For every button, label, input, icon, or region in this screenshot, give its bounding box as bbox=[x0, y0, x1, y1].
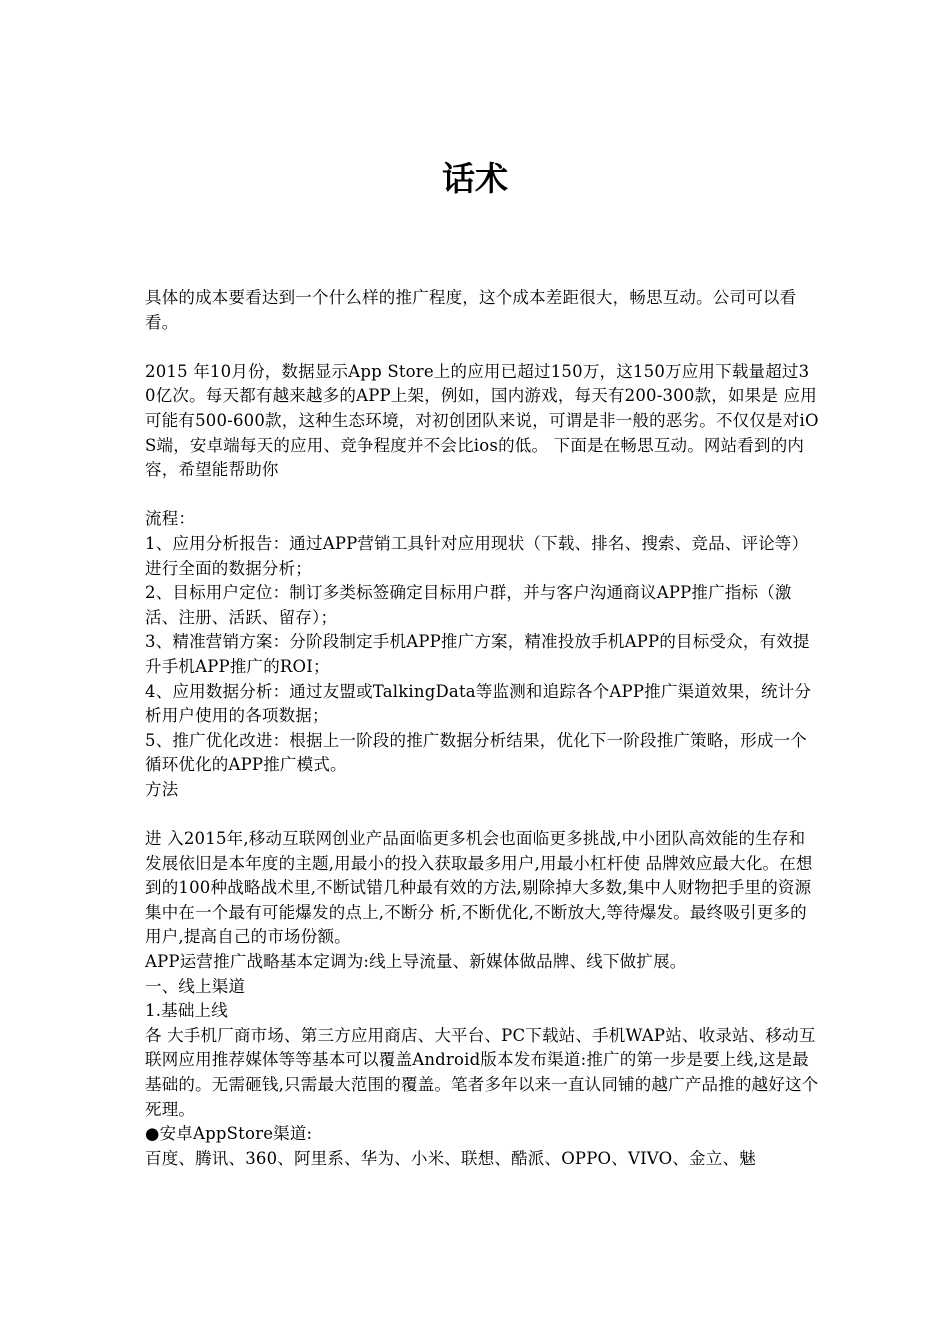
strategy-paragraph: 进 入2015年,移动互联网创业产品面临更多机会也面临更多挑战,中小团队高效能的生存和发展依旧是本年度的主题,用最小的投入获取最多用户,用最小杠杆使 品牌效应最大化。在想到的100种战略战术里,不断试错几种最有效的方法,剔除掉大多数,集中人财物把手里的资源集中在一个最有可能爆发的点上,不断分 析,不断优化,不断放大,等待爆发。最终吸引更多的用户,提高自己的市场份额。 bbox=[145, 829, 813, 947]
android-store-list: 百度、腾讯、360、阿里系、华为、小米、联想、酷派、OPPO、VIVO、金立、魅 bbox=[145, 1148, 756, 1168]
market-paragraph: 2015 年10月份，数据显示App Store上的应用已超过150万，这150万应用下载量超过30亿次。每天都有越来越多的APP上架，例如，国内游戏，每天有200-300款，如果是 应用可能有500-600款，这种生态环境，对初创团队来说，可谓是非一般的恶劣。不仅仅是对iOS端，安卓端每天的应用、竞争程度并不会比ios的低。 下面是在畅思互动。网站看到的内容，希望能帮助你 bbox=[145, 361, 819, 480]
blank-line bbox=[145, 802, 820, 827]
process-step-1: 1、应用分析报告：通过APP营销工具针对应用现状（下载、排名、搜索、竞品、评论等）进行全面的数据分析； bbox=[145, 533, 809, 578]
subsection-heading-basic: 1.基础上线 bbox=[145, 1001, 228, 1021]
process-step-4: 4、应用数据分析：通过友盟或TalkingData等监测和追踪各个APP推广渠道效果，统计分析用户使用的各项数据； bbox=[145, 681, 812, 726]
channels-paragraph: 各 大手机厂商市场、第三方应用商店、大平台、PC下载站、手机WAP站、收录站、移动互联网应用推荐媒体等等基本可以覆盖Android版本发布渠道:推广的第一步是要上线,这是最基础的。无需砸钱,只需最大范围的覆盖。笔者多年以来一直认同铺的越广产品推的越好这个死理。 bbox=[145, 1025, 819, 1119]
process-step-3: 3、精准营销方案：分阶段制定手机APP推广方案，精准投放手机APP的目标受众，有效提升手机APP推广的ROI； bbox=[145, 632, 810, 676]
section-heading-online: 一、线上渠道 bbox=[145, 976, 246, 996]
process-step-5: 5、推广优化改进：根据上一阶段的推广数据分析结果，优化下一阶段推广策略，形成一个循环优化的APP推广模式。 bbox=[145, 730, 807, 775]
blank-line bbox=[145, 483, 820, 508]
android-appstore-heading: ●安卓AppStore渠道: bbox=[145, 1124, 313, 1144]
blank-line bbox=[145, 335, 820, 360]
intro-paragraph: 具体的成本要看达到一个什么样的推广程度，这个成本差距很大，畅思互动。公司可以看看。 bbox=[145, 288, 797, 332]
document-body bbox=[145, 286, 820, 1171]
process-step-2: 2、目标用户定位：制订多类标签确定目标用户群，并与客户沟通商议APP推广指标（激活、注册、活跃、留存）； bbox=[145, 583, 792, 627]
method-heading: 方法 bbox=[145, 779, 179, 799]
strategy-summary: APP运营推广战略基本定调为:线上导流量、新媒体做品牌、线下做扩展。 bbox=[145, 952, 687, 972]
document-title: 话术 bbox=[442, 159, 508, 198]
process-heading: 流程： bbox=[145, 509, 196, 529]
